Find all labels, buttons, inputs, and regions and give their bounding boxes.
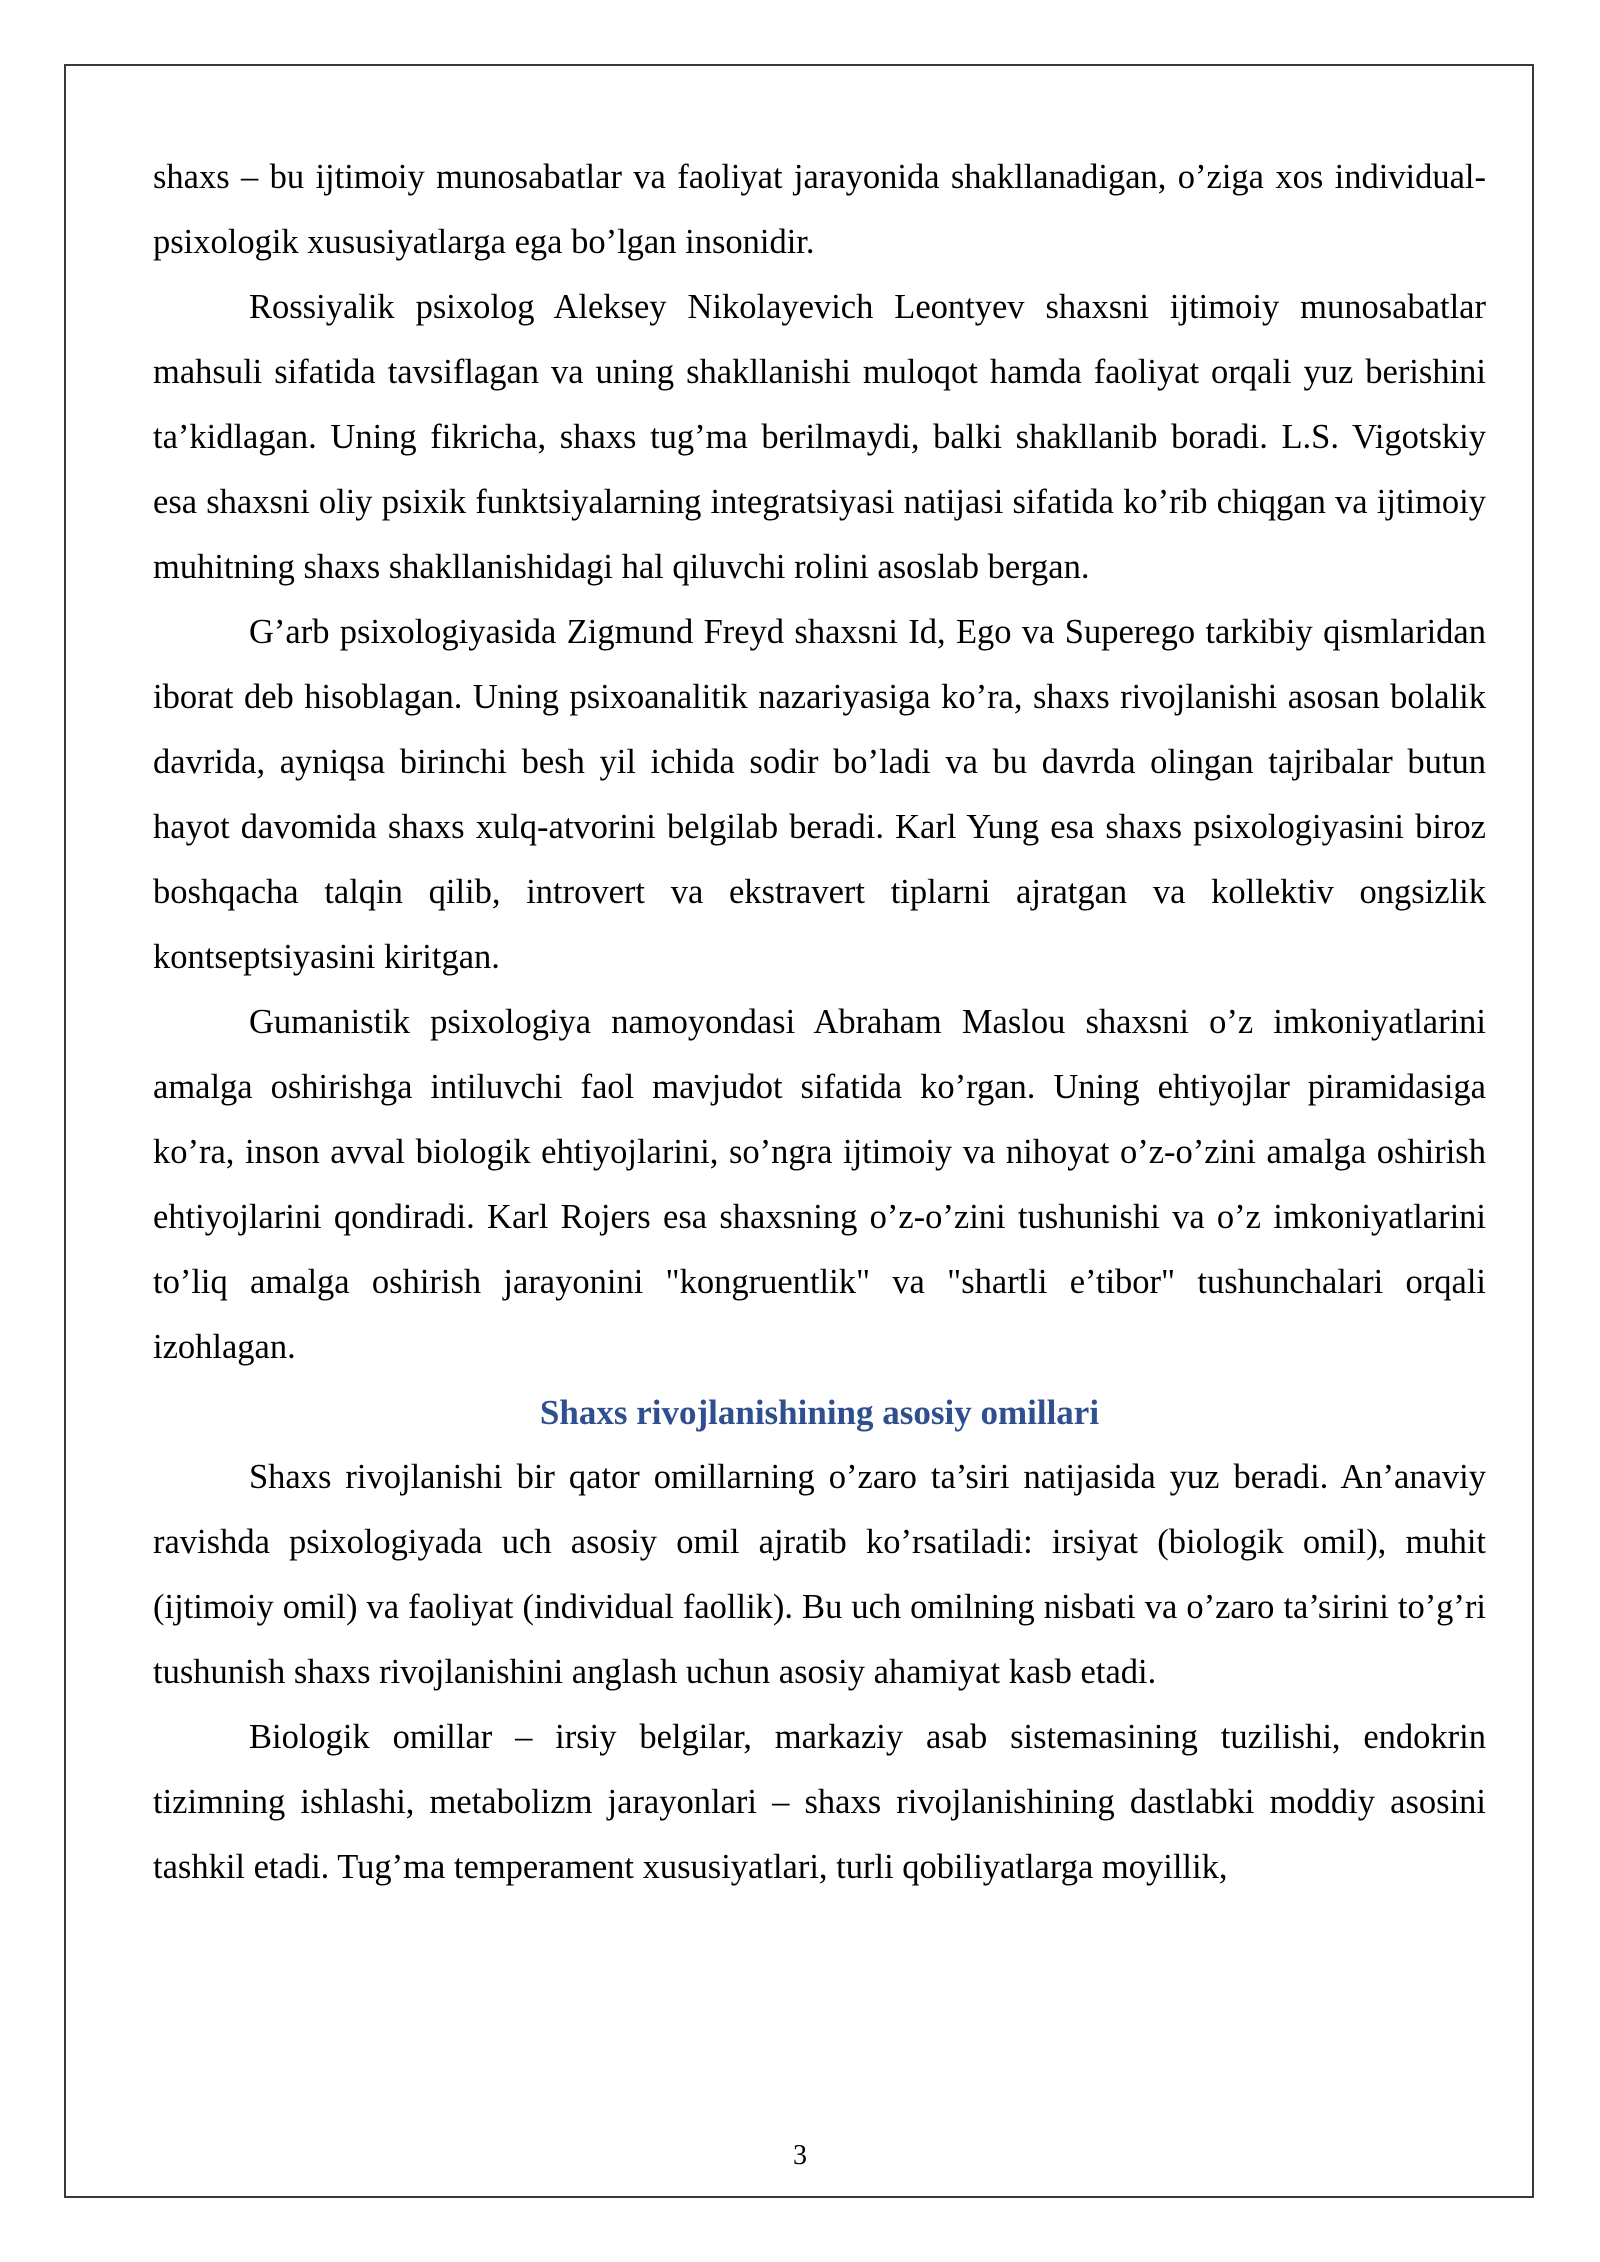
page-number: 3: [793, 2140, 807, 2171]
paragraph-4: Gumanistik psixologiya namoyondasi Abraham Maslou shaxsni o’z imkoniyatlarini amalga oshirishga intiluvchi faol mavjudot sifatida ko’rgan. Uning ehtiyojlar piramidasiga ko’ra, inson avval biologik ehtiyojlarini, so’ngra ijtimoiy va nihoyat o’z-o’zini amalga oshirish ehtiyojlarini qondiradi. Karl Rojers esa shaxsning o’z-o’zini tushunishi va o’z imkoniyatlarini to’liq amalga oshirish jarayonini "kongruentlik" va "shartli e’tibor" tushunchalari orqali izohlagan.: [153, 1003, 1486, 1366]
paragraph-1: shaxs – bu ijtimoiy munosabatlar va faoliyat jarayonida shakllanadigan, o’ziga xos individual-psixologik xususiyatlarga ega bo’lgan insonidir.: [153, 158, 1486, 261]
paragraph-6: Biologik omillar – irsiy belgilar, markaziy asab sistemasining tuzilishi, endokrin tizimning ishlashi, metabolizm jarayonlari – shaxs rivojlanishining dastlabki moddiy asosini tashkil etadi. Tug’ma temperament xususiyatlari, turli qobiliyatlarga moyillik,: [153, 1718, 1486, 1886]
paragraph-3: G’arb psixologiyasida Zigmund Freyd shaxsni Id, Ego va Superego tarkibiy qismlaridan iborat deb hisoblagan. Uning psixoanalitik nazariyasiga ko’ra, shaxs rivojlanishi asosan bolalik davrida, ayniqsa birinchi besh yil ichida sodir bo’ladi va bu davrda olingan tajribalar butun hayot davomida shaxs xulq-atvorini belgilab beradi. Karl Yung esa shaxs psixologiyasini biroz boshqacha talqin qilib, introvert va ekstravert tiplarni ajratgan va kollektiv ongsizlik kontseptsiyasini kiritgan.: [153, 613, 1486, 976]
section-heading: Shaxs rivojlanishining asosiy omillari: [539, 1393, 1100, 1432]
paragraph-5: Shaxs rivojlanishi bir qator omillarning o’zaro ta’siri natijasida yuz beradi. An’anaviy ravishda psixologiyada uch asosiy omil ajratib ko’rsatiladi: irsiyat (biologik omil), muhit (ijtimoiy omil) va faoliyat (individual faollik). Bu uch omilning nisbati va o’zaro ta’sirini to’g’ri tushunish shaxs rivojlanishini anglash uchun asosiy ahamiyat kasb etadi.: [153, 1458, 1486, 1691]
document-body: [153, 145, 1486, 1900]
paragraph-2: Rossiyalik psixolog Aleksey Nikolayevich Leontyev shaxsni ijtimoiy munosabatlar mahsuli sifatida tavsiflagan va uning shakllanishi muloqot hamda faoliyat orqali yuz berishini ta’kidlagan. Uning fikricha, shaxs tug’ma berilmaydi, balki shakllanib boradi. L.S. Vigotskiy esa shaxsni oliy psixik funktsiyalarning integratsiyasi natijasi sifatida ko’rib chiqgan va ijtimoiy muhitning shaxs shakllanishidagi hal qiluvchi rolini asoslab bergan.: [153, 288, 1486, 586]
